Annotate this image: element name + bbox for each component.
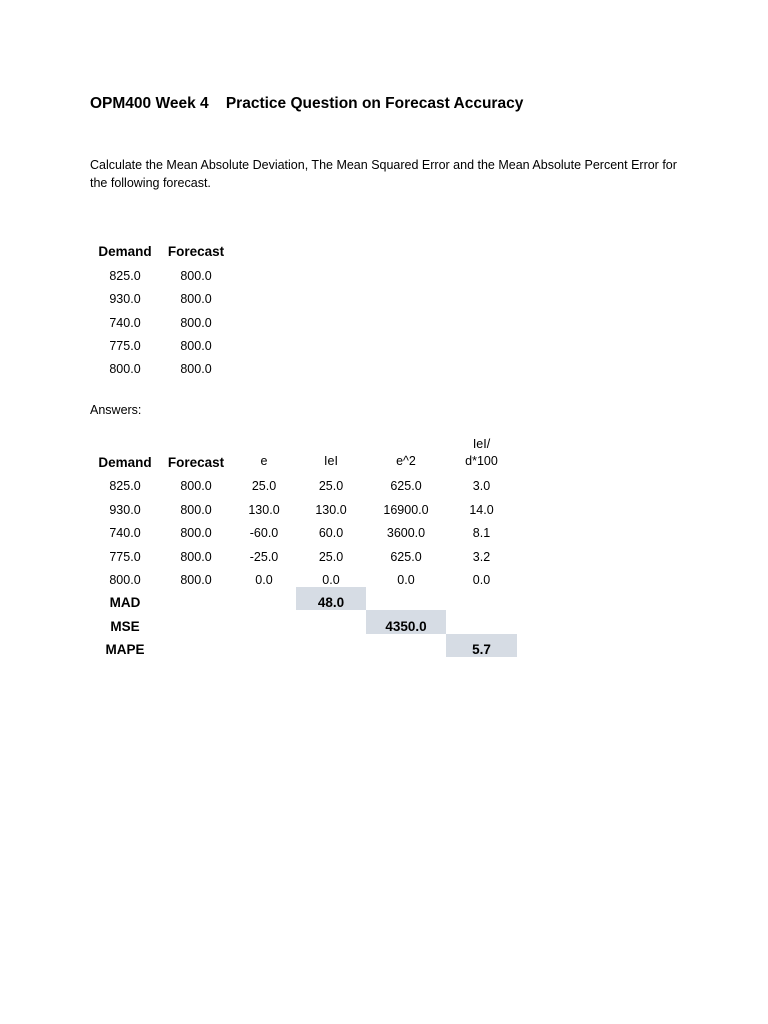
question-table-header [90,236,232,259]
percent-error-cell: 14.0 [469,502,494,517]
empty-cell [296,634,366,657]
abs-error-cell: 25.0 [318,479,344,494]
instructions-text: Calculate the Mean Absolute Deviation, The Mean Squared Error and the Mean Absolute Percent Error for the following forecast. [90,158,677,190]
column-header-forecast: Forecast [167,455,225,470]
page-title: OPM400 Week 4 Practice Question on Forecast Accuracy [90,95,524,112]
question-table [90,236,232,376]
empty-cell [160,610,232,633]
error-cell: 25.0 [251,479,277,494]
percent-error-cell: 3.2 [472,549,491,564]
mse-row [90,610,517,633]
mse-value: 4350.0 [366,610,446,633]
percent-error-header-line1: IeI/ [472,437,491,451]
abs-error-cell: 60.0 [318,526,344,541]
demand-cell: 775.0 [109,549,141,564]
empty-cell [366,587,446,610]
table-row [90,517,517,540]
demand-cell: 930.0 [109,292,141,307]
empty-cell [232,610,296,633]
forecast-cell: 800.0 [180,268,212,283]
percent-error-cell: 8.1 [472,526,491,541]
forecast-cell: 800.0 [180,549,212,564]
demand-cell: 825.0 [109,268,141,283]
demand-cell: 775.0 [109,338,141,353]
answer-table [90,430,517,657]
table-row [90,306,232,329]
column-header-abs-error: IeI [324,454,338,468]
error-cell: 130.0 [248,502,280,517]
column-header-demand: Demand [98,244,152,260]
mape-row [90,634,517,657]
demand-cell: 740.0 [109,526,141,541]
mad-row [90,587,517,610]
column-header-percent-error [446,430,517,470]
table-row [90,493,517,516]
mad-value: 48.0 [296,587,366,610]
empty-cell [232,634,296,657]
empty-cell [446,587,517,610]
empty-cell [366,634,446,657]
forecast-cell: 800.0 [180,292,212,307]
squared-error-cell: 625.0 [390,479,422,494]
column-header-squared-error: e^2 [396,454,416,468]
column-header-demand: Demand [98,455,152,470]
demand-cell: 800.0 [109,572,141,587]
mse-label: MSE [110,618,140,634]
answers-label: Answers: [90,403,142,417]
column-header-forecast: Forecast [167,244,225,260]
demand-cell: 800.0 [109,362,141,377]
squared-error-cell: 3600.0 [386,526,426,541]
squared-error-cell: 0.0 [397,572,415,587]
demand-cell: 930.0 [109,502,141,517]
error-cell: 0.0 [255,572,273,587]
demand-cell: 740.0 [109,315,141,330]
forecast-cell: 800.0 [180,315,212,330]
answer-table-header [90,430,517,470]
abs-error-cell: 25.0 [318,549,344,564]
squared-error-cell: 625.0 [390,549,422,564]
mape-label: MAPE [105,642,145,658]
forecast-cell: 800.0 [180,502,212,517]
forecast-cell: 800.0 [180,526,212,541]
table-row [90,540,517,563]
error-cell: -25.0 [249,549,279,564]
mad-label: MAD [109,595,141,611]
table-row [90,353,232,376]
empty-cell [232,587,296,610]
forecast-cell: 800.0 [180,572,212,587]
table-row [90,330,232,353]
percent-error-cell: 0.0 [472,572,491,587]
forecast-cell: 800.0 [180,479,212,494]
column-header-error: e [260,454,268,468]
table-row [90,259,232,282]
error-cell: -60.0 [249,526,279,541]
percent-error-header-line2: d*100 [465,454,498,468]
table-row [90,564,517,587]
abs-error-cell: 130.0 [315,502,347,517]
table-row [90,470,517,493]
forecast-cell: 800.0 [180,338,212,353]
percent-error-cell: 3.0 [472,479,491,494]
squared-error-cell: 16900.0 [383,502,429,517]
empty-cell [296,610,366,633]
empty-cell [160,634,232,657]
abs-error-cell: 0.0 [322,572,340,587]
table-row [90,283,232,306]
demand-cell: 825.0 [109,479,141,494]
empty-cell [446,610,517,633]
empty-cell [160,587,232,610]
forecast-cell: 800.0 [180,362,212,377]
mape-value: 5.7 [446,634,517,657]
